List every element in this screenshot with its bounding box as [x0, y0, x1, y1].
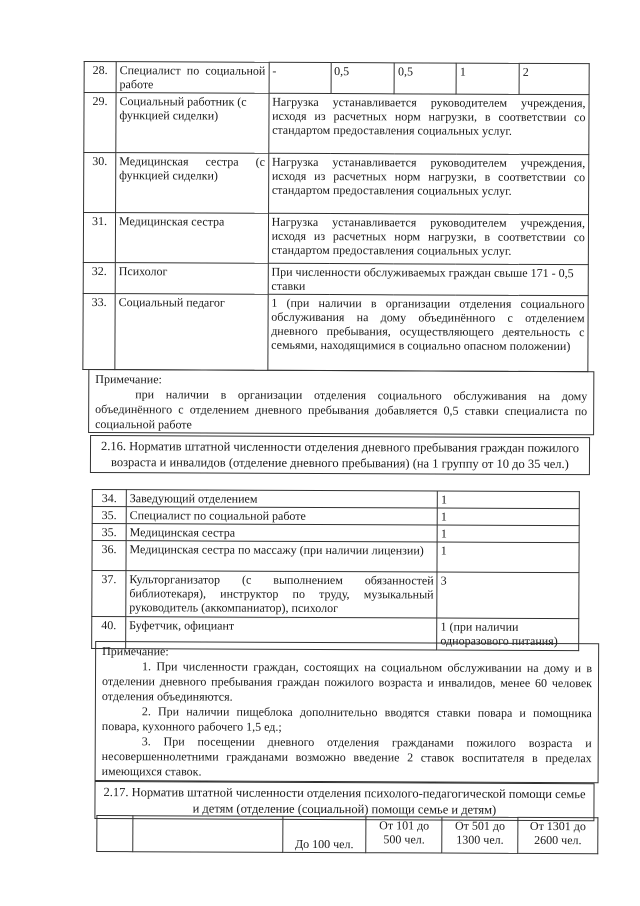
table-row	[83, 262, 588, 295]
column-header: От 101 до 500 чел.	[366, 817, 442, 853]
row-number: 32.	[83, 262, 115, 293]
note-item: 1. При численности граждан, состоящих на социальном обслуживании на дому и в отделении дневного пребывания граждан пожилого возраста и инвалидов, менее 60 человек отделения объединяются.	[101, 659, 593, 704]
table-row	[84, 92, 589, 154]
position-name: Буфетчик, официант	[126, 617, 437, 650]
row-number: 40.	[92, 617, 126, 649]
staff-cell: 0,5	[394, 63, 456, 94]
column-header: От 1301 до 2600 чел.	[518, 817, 598, 853]
table-row	[83, 293, 588, 371]
staff-count: 1	[437, 491, 579, 509]
position-norm: При численности обслуживаемых граждан свыше 171 - 0,5 ставки	[268, 263, 588, 295]
position-name: Медицинская сестра	[126, 524, 437, 542]
row-number: 28.	[84, 61, 116, 92]
staffing-table-217	[96, 815, 598, 854]
table-row	[84, 152, 589, 214]
row-number: 34.	[92, 490, 126, 507]
position-name: Психолог	[115, 263, 268, 295]
column-header: От 501 до 1300 чел.	[442, 817, 518, 853]
staff-count: 1	[437, 542, 579, 573]
table-row	[92, 524, 579, 543]
table-row	[92, 571, 579, 619]
row-number: 35.	[92, 524, 126, 541]
row-number: 37.	[92, 571, 126, 617]
staffing-table-216	[91, 489, 580, 651]
staff-count: 3	[437, 572, 579, 619]
note-block	[95, 641, 600, 783]
note-title: Примечание:	[95, 372, 162, 387]
staff-count: 1	[437, 508, 579, 526]
table-row	[92, 507, 579, 526]
column-header: До 100 чел.	[282, 816, 366, 852]
position-name: Медицинская сестра по массажу (при наличии лицензии)	[126, 541, 437, 572]
staff-count: 1	[437, 525, 579, 543]
position-name: Социальный педагог	[115, 294, 268, 371]
note-block	[88, 369, 594, 435]
position-name: Медицинская сестра	[115, 213, 268, 264]
note-item: 2. При наличии пищеблока дополнительно вводятся ставки повара и помощника повара, кухонного рабочего 1,5 ед.;	[101, 704, 592, 734]
staff-cell: 2	[519, 63, 589, 94]
empty-cell	[133, 816, 283, 853]
position-name: Специалист по социальной работе	[116, 62, 269, 94]
position-name: Культорганизатор (с выполнением обязанностей библиотекаря), инструктор по труду, музыкальный руководитель (аккомпаниатор), психолог	[126, 571, 437, 618]
empty-cell	[97, 816, 133, 852]
position-name: Специалист по социальной работе	[126, 507, 437, 525]
row-number: 36.	[92, 541, 126, 571]
staff-cell: 1	[456, 63, 519, 94]
table-row	[84, 61, 589, 94]
row-number: 35.	[92, 507, 126, 524]
row-number: 31.	[83, 212, 115, 262]
table-row	[92, 541, 579, 573]
position-norm: Нагрузка устанавливается руководителем учреждения, исходя из расчетных норм нагрузки, в соответствии со стандартом предоставления социальных услуг.	[268, 153, 589, 214]
table-row	[83, 212, 588, 264]
staff-count: 1 (при наличии одноразового питания)	[437, 618, 579, 651]
staffing-table-top	[82, 61, 589, 372]
staff-cell: -	[269, 62, 331, 93]
position-norm: Нагрузка устанавливается руководителем учреждения, исходя из расчетных норм нагрузки, в соответствии со стандартом предоставления социальных услуг.	[268, 93, 589, 154]
note-item: 3. При посещении дневного отделения гражданами пожилого возраста и несовершеннолетними гражданами возможно введение 2 ставок воспитателя в пределах имеющихся ставок.	[101, 734, 592, 779]
section-title: 2.17. Норматив штатной численности отделения психолого-педагогической помощи семье и детям (отделение (социальной) помощи семье и детям)	[94, 781, 594, 821]
table-row	[97, 816, 598, 854]
row-number: 33.	[83, 293, 115, 369]
position-norm: 1 (при наличии в организации отделения социального обслуживания на дому объединённого с отделением дневного пребывания, осуществляющего деятельность с семьями, находящимися в социально опасном положении)	[268, 294, 589, 371]
note-title: Примечание:	[102, 644, 169, 659]
position-name: Социальный работник (с функцией сиделки)	[116, 93, 269, 154]
note-text: при наличии в организации отделения социального обслуживания на дому объединённого с отделением дневного пребывания добавляется 0,5 ставки специалиста по социальной работе	[95, 387, 588, 432]
section-title: 2.16. Норматив штатной численности отделения дневного пребывания граждан пожилого возраста и инвалидов (отделение дневного пребывания) (на 1 группу от 10 до 35 чел.)	[90, 435, 590, 475]
position-name: Медицинская сестра (с функцией сиделки)	[115, 153, 268, 214]
staff-cell: 0,5	[331, 63, 395, 94]
position-norm: Нагрузка устанавливается руководителем учреждения, исходя из расчетных норм нагрузки, в соответствии со стандартом предоставления социальных услуг.	[268, 213, 589, 264]
position-name: Заведующий отделением	[126, 490, 437, 508]
row-number: 30.	[84, 152, 116, 212]
row-number: 29.	[84, 92, 116, 152]
table-row	[92, 490, 579, 509]
